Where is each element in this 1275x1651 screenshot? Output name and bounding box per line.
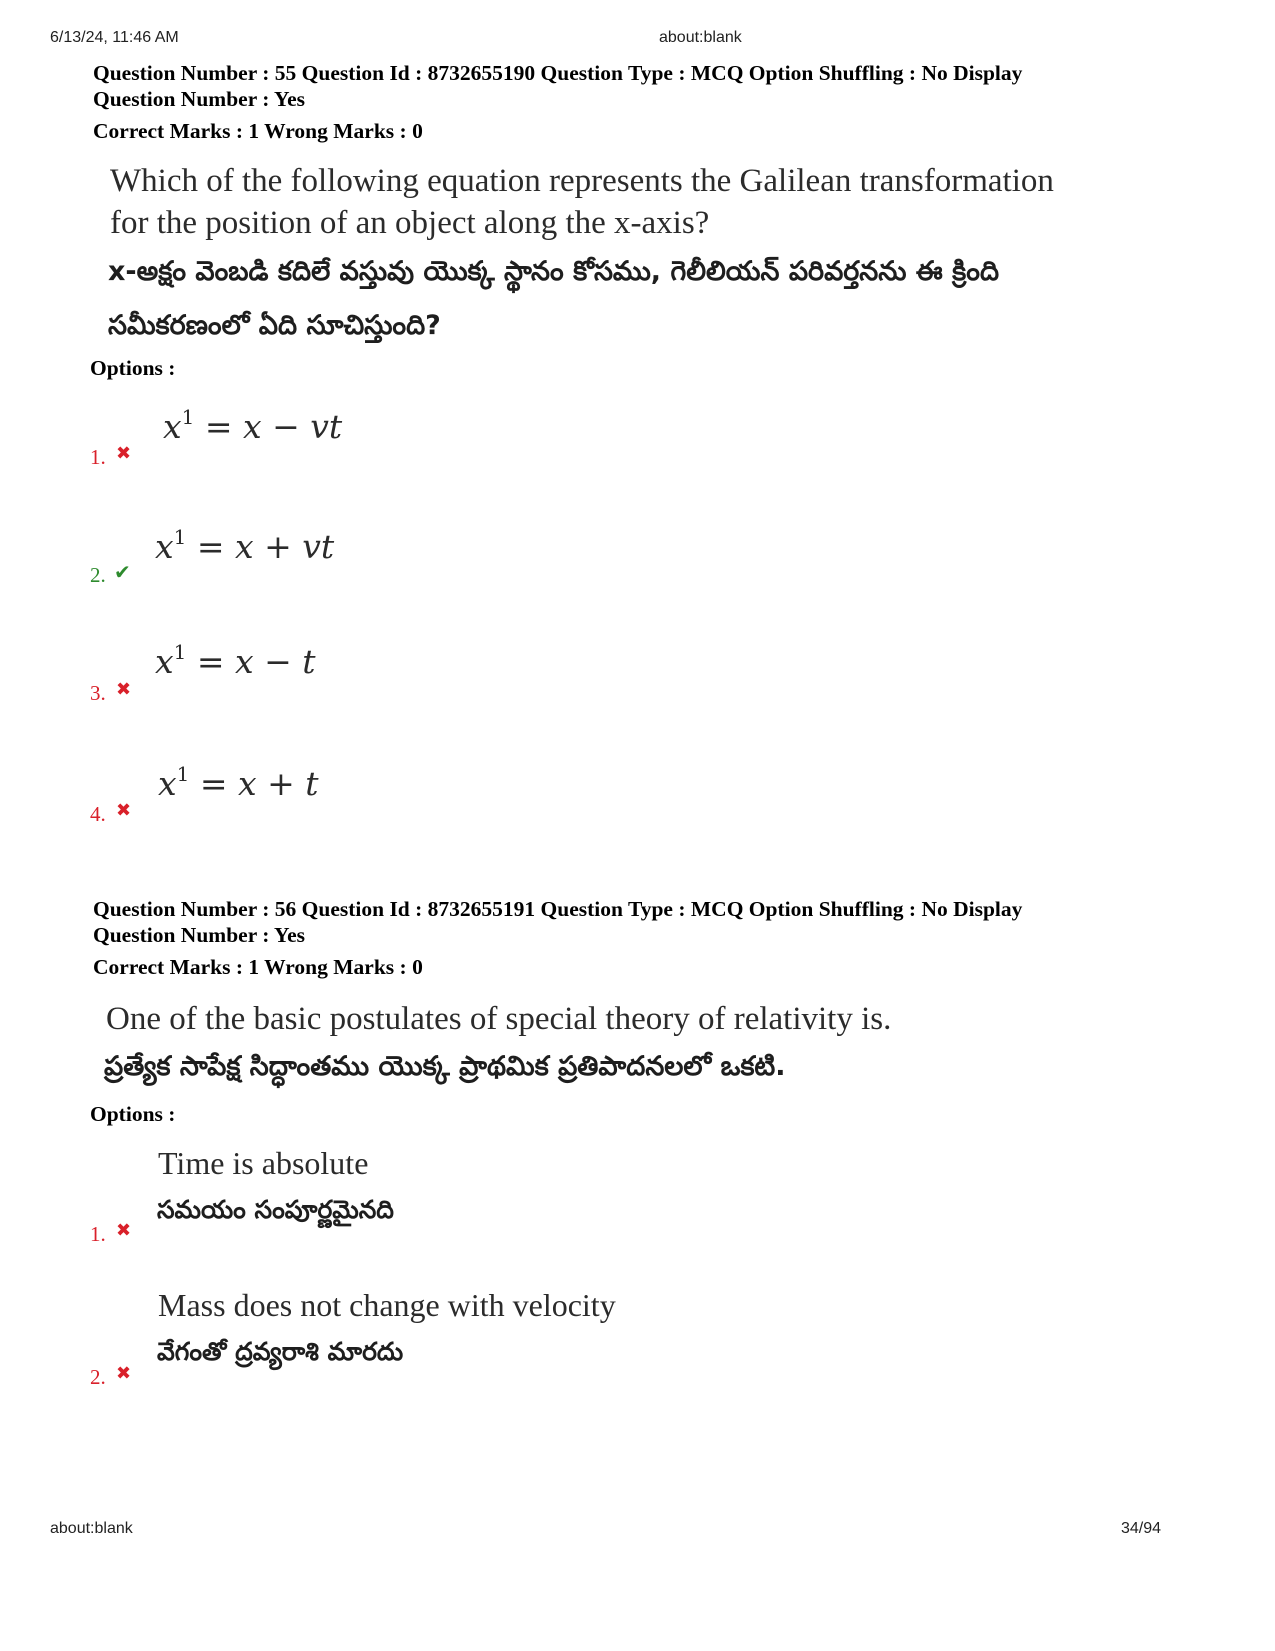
- question-meta-line: Question Number : Yes: [93, 923, 306, 947]
- option-number: 2.: [90, 563, 106, 587]
- option-equation: $x^1 = x + t$: [158, 762, 319, 803]
- wrong-mark-icon: ✖: [116, 800, 132, 821]
- option-equation: $x^1 = x - t$: [155, 640, 316, 681]
- print-footer-url: about:blank: [50, 1520, 133, 1537]
- question-56-meta: [93, 896, 1213, 980]
- option-text-te: వేగంతో ద్రవ్యరాశి మారదు: [157, 1337, 404, 1366]
- wrong-mark-icon: ✖: [116, 1363, 132, 1384]
- wrong-mark-icon: ✖: [116, 1220, 132, 1241]
- question-text-en: One of the basic postulates of special theory of relativity is.: [106, 1001, 892, 1037]
- option-number: 1.: [90, 1222, 106, 1246]
- question-text-te: x-అక్షం వెంబడి కదిలే వస్తువు యొక్క స్థానం కోసము, గెలీలియన్ పరివర్తనను ఈ క్రింది: [108, 256, 1000, 287]
- wrong-mark-icon: ✖: [116, 679, 132, 700]
- question-55-text-te: [108, 245, 1228, 353]
- option-number: 3.: [90, 681, 106, 705]
- print-title: about:blank: [659, 29, 742, 46]
- option-number: 1.: [90, 445, 106, 469]
- question-56-text-te: [104, 1040, 1224, 1094]
- question-meta-line: Question Number : 56 Question Id : 8732655191 Question Type : MCQ Option Shuffling : No Display: [93, 897, 1023, 921]
- question-text-te: సమీకరణంలో ఏది సూచిస్తుంది?: [108, 310, 441, 341]
- question-text-en: Which of the following equation represents the Galilean transformation: [110, 163, 1054, 199]
- correct-check-icon: ✔: [114, 560, 131, 584]
- options-label: Options :: [90, 1102, 176, 1126]
- question-marks: Correct Marks : 1 Wrong Marks : 0: [93, 955, 423, 979]
- question-meta-line: Question Number : Yes: [93, 87, 306, 111]
- option-number: 2.: [90, 1365, 106, 1389]
- option-text-en: Mass does not change with velocity: [158, 1287, 616, 1323]
- option-text-en: Time is absolute: [158, 1145, 369, 1181]
- question-55-meta: [93, 60, 1213, 144]
- question-text-te: ప్రత్యేక సాపేక్ష సిద్ధాంతము యొక్క ప్రాథమిక ప్రతిపాదనలలో ఒకటి.: [104, 1051, 786, 1082]
- question-meta-line: Question Number : 55 Question Id : 8732655190 Question Type : MCQ Option Shuffling : No Display: [93, 61, 1023, 85]
- option-equation: $x^1 = x$ + vt: [155, 525, 335, 566]
- question-55-text: [110, 160, 1230, 244]
- wrong-mark-icon: ✖: [116, 443, 132, 464]
- option-text-te: సమయం సంపూర్ణమైనది: [157, 1195, 394, 1224]
- question-56-text: [106, 998, 1226, 1040]
- option-equation: $x^1 = x$ − vt: [163, 405, 343, 446]
- option-number: 4.: [90, 802, 106, 826]
- question-marks: Correct Marks : 1 Wrong Marks : 0: [93, 119, 423, 143]
- options-label: Options :: [90, 356, 176, 380]
- print-datetime: 6/13/24, 11:46 AM: [50, 29, 179, 46]
- question-text-en: for the position of an object along the x-axis?: [110, 205, 710, 241]
- print-page-number: 34/94: [1121, 1520, 1162, 1537]
